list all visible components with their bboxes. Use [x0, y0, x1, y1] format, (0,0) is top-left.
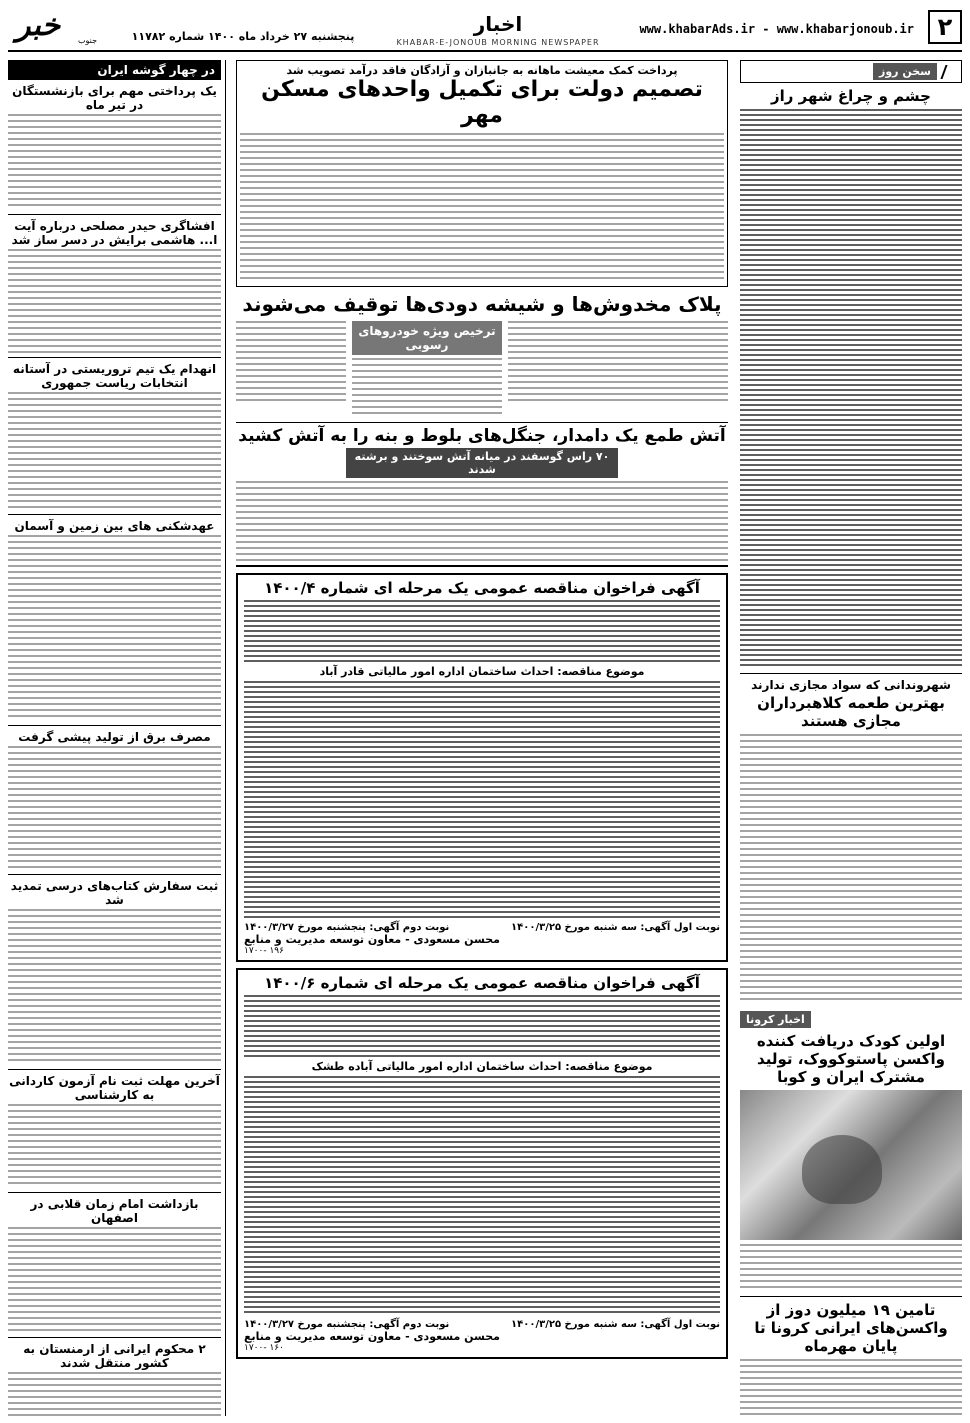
english-name: KHABAR-E-JONOUB MORNING NEWSPAPER — [396, 38, 600, 47]
ad-signer: محسن مسعودی - معاون توسعه مدیریت و منابع — [244, 933, 500, 946]
right-column — [740, 60, 962, 1416]
section-name: اخبار — [473, 12, 523, 36]
page-number: ۲ — [928, 10, 962, 44]
lead-body — [240, 133, 724, 283]
story-kicker: شهروندانی که سواد مجازی ندارند — [751, 678, 951, 692]
column-label: سخن روز — [873, 63, 937, 80]
fire-subtitle: ۷۰ راس گوسفند در میانه آتش سوختند و برشته شدند — [346, 448, 618, 478]
news-title: ۲ محکوم ایرانی از ارمنستان به کشور منتقل شدند — [23, 1342, 206, 1370]
news-title: آخرین مهلت ثبت نام آزمون کاردانی به کارشناسی — [9, 1074, 220, 1102]
ad-signer: محسن مسعودی - معاون توسعه مدیریت و منابع — [244, 1330, 500, 1343]
ad-body — [244, 1076, 720, 1316]
editorial-title: چشم و چراغ شهر راز — [771, 87, 931, 105]
news-title: ثبت سفارش کتاب‌های درسی تمدید شد — [10, 879, 219, 907]
corona2-body — [740, 1359, 962, 1416]
lead-kicker: پرداخت کمک معیشت ماهانه به جانبازان و آزادگان فاقد درآمد تصویب شد — [286, 64, 678, 77]
middle-column — [236, 60, 728, 1416]
vaccine-photo — [740, 1090, 962, 1240]
tender-ad-2 — [236, 968, 728, 1359]
ad-code: ۱۷۰۰- ۱۶۰ — [244, 1343, 284, 1353]
logo-word: خبر — [16, 8, 61, 43]
plate-body — [508, 321, 728, 405]
ad-subject: موضوع مناقصه: احداث ساختمان اداره امور مالیاتی آباده طشک — [311, 1060, 653, 1073]
left-column — [8, 60, 226, 1416]
corona-label: اخبار کرونا — [740, 1011, 811, 1028]
story-title: بهترین طعمه کلاهبرداران مجازی هستند — [757, 694, 945, 730]
ad-subject: موضوع مناقصه: احداث ساختمان اداره امور مالیاتی قادر آباد — [319, 665, 645, 678]
ad-first-date: نوبت اول آگهی: سه شنبه مورخ ۱۴۰۰/۳/۲۵ — [511, 1319, 720, 1330]
story-body — [740, 734, 962, 1002]
news-title: مصرف برق از تولید پیشی گرفت — [18, 730, 211, 744]
news-title: افشاگری حیدر مصلحی درباره آیت ا... هاشمی برایش در دسر ساز شد — [11, 219, 218, 247]
ad-title: آگهی فراخوان مناقصه عمومی یک مرحله ای شماره ۱۴۰۰/۶ — [264, 974, 700, 992]
logo-tag: جنوب — [78, 36, 98, 45]
news-body — [8, 746, 221, 870]
date-line: پنجشنبه ۲۷ خرداد ماه ۱۴۰۰ شماره ۱۱۷۸۲ — [131, 30, 355, 43]
news-body — [8, 1104, 221, 1188]
plate-side-body — [236, 321, 346, 405]
plate-badge: ترخیص ویژه خودروهای رسوبی — [352, 321, 502, 355]
news-body — [8, 909, 221, 1065]
editorial-body — [740, 109, 962, 669]
corona-title: اولین کودک دریافت کننده واکسن پاستوکووک، تولید مشترک ایران و کوبا — [756, 1032, 946, 1086]
ad-intro — [244, 600, 720, 662]
tender-ad-1 — [236, 573, 728, 962]
website-address[interactable]: www.khabarAds.ir - www.khabarjonoub.ir — [639, 22, 914, 36]
news-title: یک پرداختی مهم برای بازنشستگان در تیر ماه — [12, 84, 217, 112]
fire-title: آتش طمع یک دامدار، جنگل‌های بلوط و بنه را به آتش کشید — [238, 426, 726, 446]
news-body — [8, 1372, 221, 1416]
news-body — [8, 114, 221, 210]
ad-second-date: نوبت دوم آگهی: پنجشنبه مورخ ۱۴۰۰/۳/۲۷ — [244, 922, 450, 933]
photo-caption — [740, 1244, 962, 1292]
newspaper-logo — [8, 8, 123, 48]
pen-icon — [940, 65, 959, 79]
ad-second-date: نوبت دوم آگهی: پنجشنبه مورخ ۱۴۰۰/۳/۲۷ — [244, 1319, 450, 1330]
ad-code: ۱۷۰۰- ۱۹۶ — [244, 946, 284, 956]
corona2-title: تامین ۱۹ میلیون دوز از واکسن‌های ایرانی کرونا تا پایان مهرماه — [754, 1301, 948, 1355]
lead-title: تصمیم دولت برای تکمیل واحدهای مسکن مهر — [261, 77, 703, 128]
news-body — [8, 535, 221, 721]
plate-title: پلاک مخدوش‌ها و شیشه دودی‌ها توقیف می‌شوند — [242, 292, 722, 316]
ad-intro — [244, 995, 720, 1057]
news-title: بازداشت امام زمان قلابی در اصفهان — [30, 1197, 199, 1225]
fire-body — [236, 481, 728, 561]
news-body — [8, 392, 221, 510]
news-body — [8, 249, 221, 353]
badge-body — [352, 358, 502, 418]
column-label: در چهار گوشه ایران — [8, 60, 221, 80]
news-title: عهدشکنی های بین زمین و آسمان — [14, 519, 215, 533]
masthead — [8, 8, 962, 52]
news-title: انهدام یک تیم تروریستی در آستانه انتخابات ریاست جمهوری — [12, 362, 217, 390]
news-body — [8, 1227, 221, 1333]
ad-first-date: نوبت اول آگهی: سه شنبه مورخ ۱۴۰۰/۳/۲۵ — [511, 922, 720, 933]
ad-title: آگهی فراخوان مناقصه عمومی یک مرحله ای شماره ۱۴۰۰/۴ — [264, 579, 700, 597]
ad-body — [244, 681, 720, 919]
